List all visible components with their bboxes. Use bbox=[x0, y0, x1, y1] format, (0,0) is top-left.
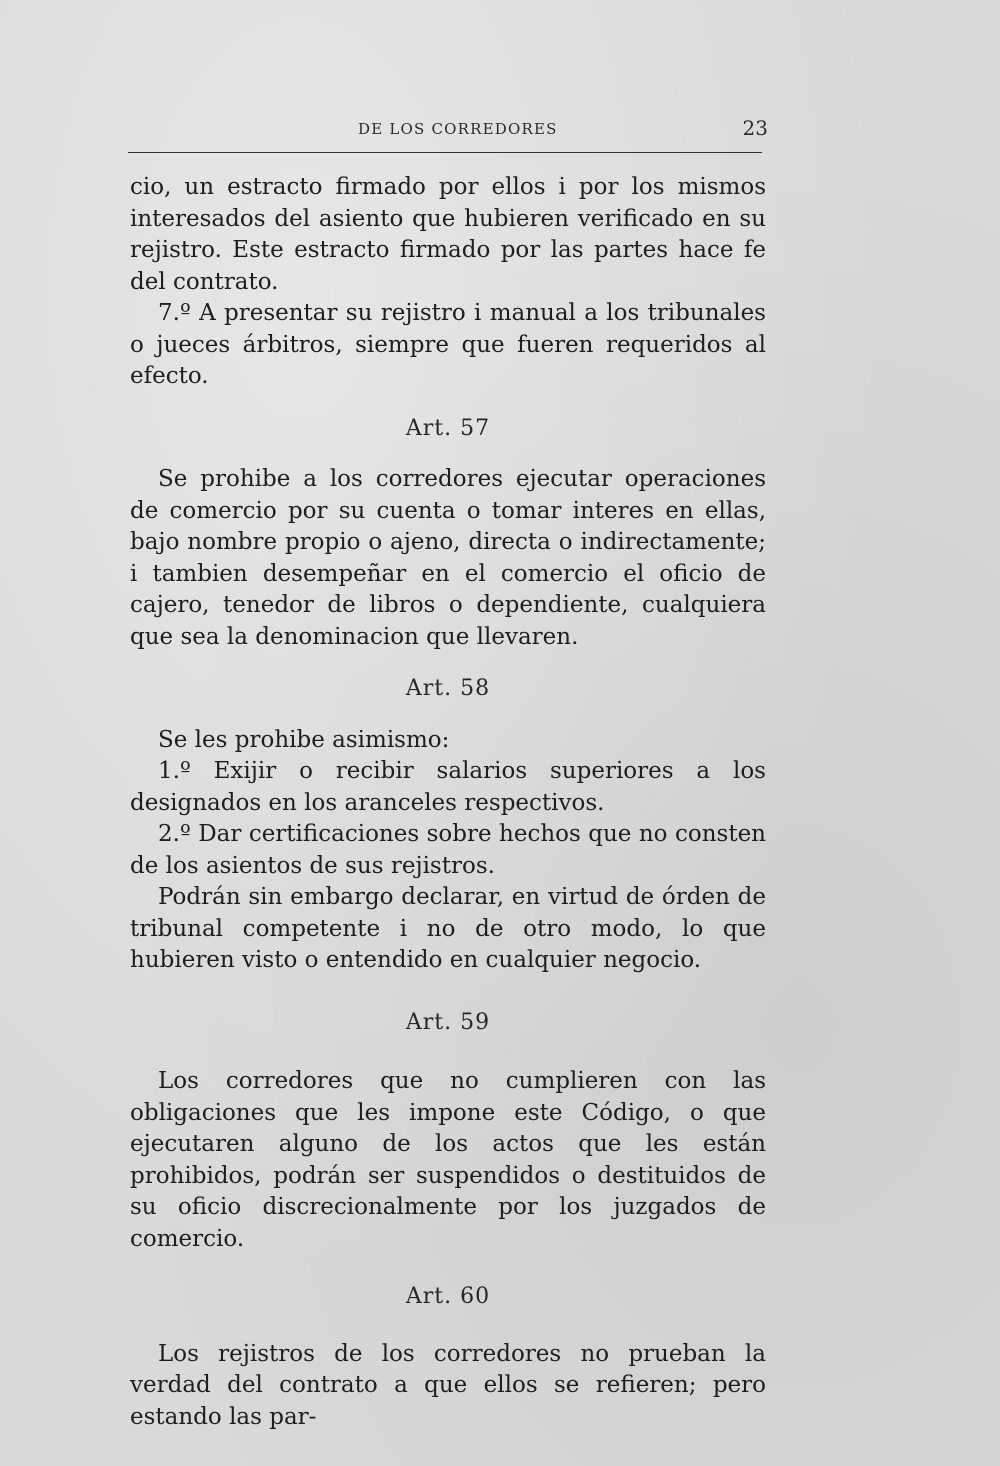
paragraph-item-7: 7.º A presentar su rejistro i manual a los tribunales o jueces árbitros, siempre que fueren requeridos al efecto. bbox=[130, 300, 766, 389]
paragraph-article-57: Se prohibe a los corredores ejecutar operaciones de comercio por su cuenta o tomar interes en ellas, bajo nombre propio o ajeno, directa o indirectamente; i tambien desempeñar en el comercio el oficio de cajero, tenedor de libros o dependiente, cualquiera que sea la denominacion que llevaren. bbox=[130, 466, 766, 650]
article-heading-57: Art. 57 bbox=[405, 415, 491, 441]
page-number: 23 bbox=[742, 116, 768, 140]
running-header bbox=[128, 112, 768, 152]
paragraph-article-58-exception: Podrán sin embargo declarar, en virtud de órden de tribunal competente i no de otro modo, lo que hubieren visto o entendido en cualquier negocio. bbox=[130, 884, 766, 973]
text-column bbox=[130, 172, 766, 1433]
article-heading-60: Art. 60 bbox=[405, 1284, 491, 1309]
paragraph-item-2: 2.º Dar certificaciones sobre hechos que no consten de los asientos de sus rejistros. bbox=[130, 821, 766, 879]
paragraph-item-1: 1.º Exijir o recibir salarios superiores a los designados en los aranceles respectivos. bbox=[130, 758, 766, 816]
paragraph-article-58-intro: Se les prohibe asimismo: bbox=[158, 726, 450, 753]
paragraph-article-59: Los corredores que no cumplieren con las obligaciones que les impone este Código, o que ejecutaren alguno de los actos que les están prohibidos, podrán ser suspendidos o destituidos de su oficio discrecionalmente por los juzgados de comercio. bbox=[130, 1068, 766, 1252]
paragraph-continuation: cio, un estracto firmado por ellos i por los mismos interesados del asiento que hubieren verificado en su rejistro. Este estracto firmado por las partes hace fe del contrato. bbox=[130, 174, 766, 295]
header-rule bbox=[128, 152, 762, 153]
paragraph-article-60: Los rejistros de los corredores no prueban la verdad del contrato a que ellos se refieren; pero estando las par- bbox=[130, 1340, 766, 1430]
running-title: DE LOS CORREDORES bbox=[358, 120, 558, 138]
article-heading-58: Art. 58 bbox=[405, 676, 491, 701]
article-heading-59: Art. 59 bbox=[405, 1009, 491, 1035]
